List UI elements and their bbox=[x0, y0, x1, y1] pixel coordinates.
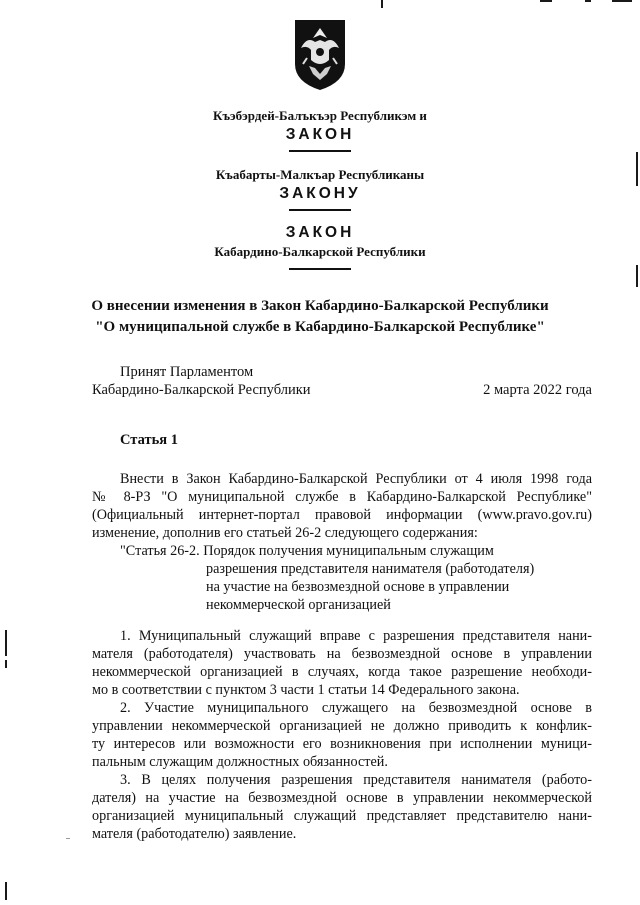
new-article-title-line: на участие на безвозмездной основе в управлении bbox=[206, 579, 510, 595]
scan-mark bbox=[5, 882, 7, 900]
paragraph-line: 2. Участие муниципального служащего на безвозмездной основе в bbox=[120, 700, 592, 716]
paragraph-line: пальным служащим должностных обязанностей. bbox=[92, 754, 388, 770]
scan-mark bbox=[585, 0, 591, 2]
paragraph-line: дателя) на участие на безвозмездной основе в управлении некоммерческой bbox=[92, 790, 592, 806]
header-karachay-title: Къабарты-Малкъар Республиканы bbox=[215, 167, 425, 182]
scan-mark bbox=[636, 265, 638, 287]
header-kabardian-title: Къэбэрдей-Балъкъэр Республикэм и bbox=[213, 108, 427, 123]
divider bbox=[289, 268, 351, 270]
adoption-date: 2 марта 2022 года bbox=[483, 382, 592, 398]
header-russian-law: ЗАКОН bbox=[285, 224, 355, 241]
paragraph-line: 3. В целях получения разрешения представителя нанимателя (работо- bbox=[120, 772, 592, 788]
coat-of-arms-emblem bbox=[293, 18, 347, 92]
scan-mark bbox=[540, 0, 552, 2]
paragraph-line: некоммерческой организацией в случаях, когда такое разрешение необходи- bbox=[92, 664, 592, 680]
paragraph-line: управлении некоммерческой организацией не должно приводить к конфлик- bbox=[92, 718, 592, 734]
paragraph-line: организацией муниципальный служащий представляет представителю нани- bbox=[92, 808, 592, 824]
paragraph-line: мателя (работодателя) участвовать на безвозмездной основе в управлении bbox=[92, 646, 592, 662]
paragraph-line: 1. Муниципальный служащий вправе с разрешения представителя нани- bbox=[120, 628, 592, 644]
scan-mark bbox=[5, 660, 7, 668]
paragraph-line: изменение, дополнив его статьей 26-2 следующего содержания: bbox=[92, 525, 478, 541]
document-title-line: О внесении изменения в Закон Кабардино-Балкарской Республики bbox=[91, 298, 549, 314]
new-article-title-line: некоммерческой организацией bbox=[206, 597, 391, 613]
scan-mark bbox=[612, 0, 632, 2]
header-russian-title: Кабардино-Балкарской Республики bbox=[214, 244, 426, 259]
header-karachay-law: ЗАКОНУ bbox=[279, 185, 361, 202]
paragraph-line: мо в соответствии с пунктом 3 части 1 статьи 14 Федерального закона. bbox=[92, 682, 520, 698]
paragraph-line: мателя (работодателю) заявление. bbox=[92, 826, 297, 842]
new-article-title-line: разрешения представителя нанимателя (работодателя) bbox=[206, 561, 535, 577]
scan-mark bbox=[5, 630, 7, 656]
adoption-text: Принят Парламентом bbox=[120, 364, 254, 380]
paragraph-line: ту интересов или возможности его возникновения при исполнении муници- bbox=[92, 736, 592, 752]
scan-mark bbox=[381, 0, 383, 8]
scan-mark bbox=[66, 838, 70, 839]
divider bbox=[289, 209, 351, 211]
divider bbox=[289, 150, 351, 152]
adoption-text: Кабардино-Балкарской Республики bbox=[92, 382, 311, 398]
article-heading: Статья 1 bbox=[120, 432, 178, 448]
paragraph-line: Внести в Закон Кабардино-Балкарской Республики от 4 июля 1998 года bbox=[120, 471, 592, 487]
paragraph-line: (Официальный интернет-портал правовой информации (www.pravo.gov.ru) bbox=[92, 507, 592, 523]
header-kabardian-law: ЗАКОН bbox=[285, 126, 355, 143]
document-title-line: "О муниципальной службе в Кабардино-Балкарской Республике" bbox=[95, 319, 545, 335]
paragraph-line: № 8-РЗ "О муниципальной службе в Кабардино-Балкарской Республике" bbox=[92, 489, 592, 505]
new-article-title-line: "Статья 26-2. Порядок получения муниципальным служащим bbox=[120, 543, 494, 559]
